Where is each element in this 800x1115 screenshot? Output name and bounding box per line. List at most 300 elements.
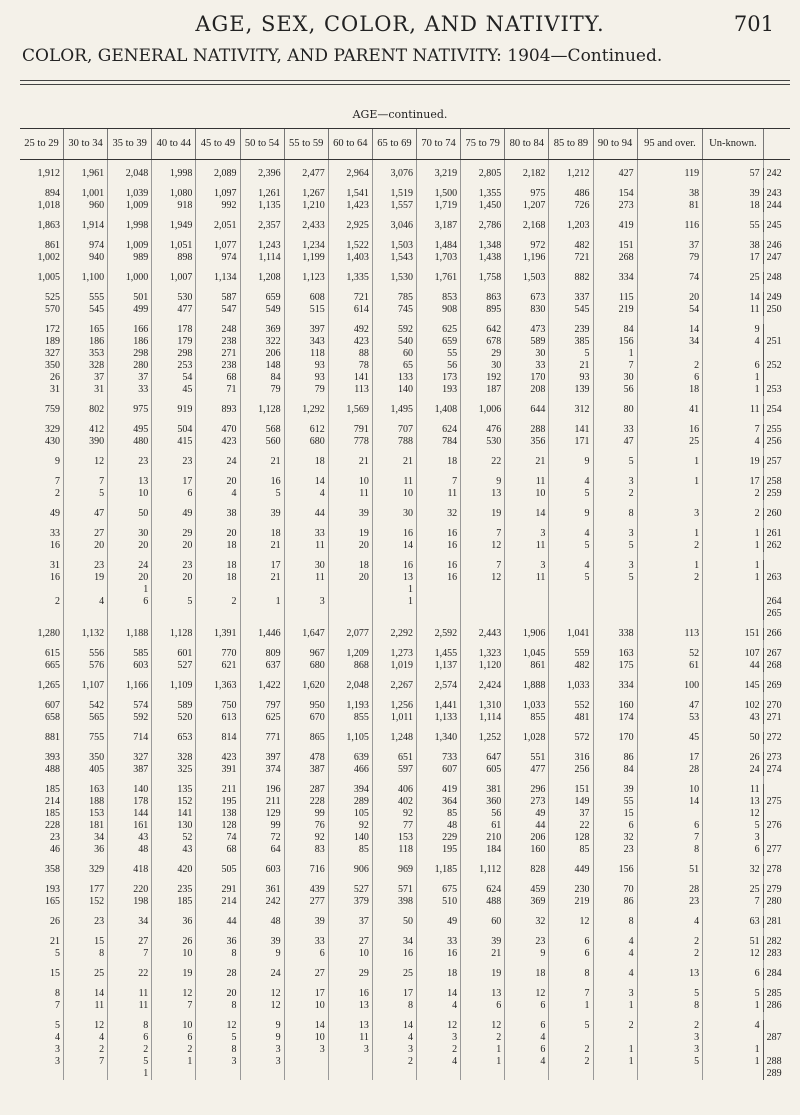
table-cell: 12 <box>461 1020 505 1032</box>
table-cell: 1,422 <box>240 680 284 692</box>
table-cell: 788 <box>372 436 416 448</box>
table-cell: 14 <box>703 292 763 304</box>
table-cell: 334 <box>593 680 637 692</box>
table-cell <box>417 1068 461 1080</box>
table-cell: 51 <box>637 864 703 876</box>
table-cell <box>196 608 240 620</box>
table-cell: 188 <box>64 796 108 808</box>
table-cell: 495 <box>108 424 152 436</box>
table-cell: 27 <box>284 968 328 980</box>
table-row <box>20 220 790 232</box>
row-number <box>763 372 790 384</box>
table-cell: 423 <box>196 752 240 764</box>
table-cell: 10 <box>328 948 372 960</box>
table-cell: 16 <box>417 572 461 584</box>
table-cell: 219 <box>593 304 637 316</box>
table-cell: 107 <box>703 648 763 660</box>
table-cell <box>461 584 505 596</box>
table-cell: 828 <box>505 864 549 876</box>
table-cell: 130 <box>152 820 196 832</box>
table-cell: 882 <box>549 272 593 284</box>
table-cell: 1 <box>637 476 703 488</box>
table-cell: 48 <box>417 820 461 832</box>
table-row <box>20 1068 790 1080</box>
column-header: 90 to 94 <box>593 129 637 160</box>
table-cell <box>549 1032 593 1044</box>
table-cell: 23 <box>505 936 549 948</box>
table-cell: 128 <box>196 820 240 832</box>
table-row <box>20 628 790 640</box>
table-cell <box>152 1068 196 1080</box>
table-cell: 1,408 <box>417 404 461 416</box>
table-cell: 20 <box>196 528 240 540</box>
table-cell: 625 <box>240 712 284 724</box>
table-cell: 163 <box>593 648 637 660</box>
table-cell <box>20 1068 64 1080</box>
table-cell: 39 <box>703 188 763 200</box>
table-cell: 185 <box>45 808 60 819</box>
table-cell: 12 <box>461 540 505 552</box>
table-cell: 1,114 <box>461 712 505 724</box>
table-cell: 4 <box>417 1056 461 1068</box>
table-cell: 20 <box>196 988 240 1000</box>
table-cell: 1,348 <box>461 240 505 252</box>
table-cell: 20 <box>196 476 240 488</box>
table-cell: 15 <box>64 936 108 948</box>
table-cell <box>372 1068 416 1080</box>
table-cell: 770 <box>196 648 240 660</box>
table-cell: 153 <box>372 832 416 844</box>
table-cell: 419 <box>417 784 461 796</box>
table-cell: 30 <box>108 528 152 540</box>
table-cell: 1,045 <box>505 648 549 660</box>
table-cell: 5 <box>196 1032 240 1044</box>
table-row <box>20 360 790 372</box>
table-cell: 44 <box>284 508 328 520</box>
table-cell: 3 <box>196 1056 240 1068</box>
column-header: 25 to 29 <box>20 129 64 160</box>
table-cell: 71 <box>196 384 240 396</box>
table-cell: 7 <box>461 528 505 540</box>
table-cell <box>637 348 703 360</box>
table-cell: 6 <box>637 820 703 832</box>
table-cell: 26 <box>703 752 763 764</box>
row-number: 244 <box>763 200 790 212</box>
table-cell: 1 <box>240 596 284 608</box>
table-cell: 5 <box>549 1020 593 1032</box>
table-cell: 6 <box>108 1032 152 1044</box>
table-cell: 6 <box>505 1020 549 1032</box>
row-number: 277 <box>763 844 790 856</box>
row-number <box>763 1044 790 1056</box>
table-cell <box>637 1068 703 1080</box>
table-cell: 238 <box>196 336 240 348</box>
table-cell: 2 <box>637 948 703 960</box>
table-cell: 1,009 <box>108 240 152 252</box>
table-cell: 1,340 <box>417 732 461 744</box>
table-cell: 31 <box>50 384 60 395</box>
table-cell: 3 <box>593 988 637 1000</box>
table-cell: 17 <box>637 752 703 764</box>
table-cell: 18 <box>196 540 240 552</box>
table-cell: 177 <box>64 884 108 896</box>
table-cell: 402 <box>372 796 416 808</box>
table-cell: 161 <box>108 820 152 832</box>
table-cell: 12 <box>240 1000 284 1012</box>
table-cell <box>461 596 505 608</box>
table-cell: 248 <box>196 324 240 336</box>
table-cell: 11 <box>505 572 549 584</box>
table-cell: 52 <box>637 648 703 660</box>
table-cell: 415 <box>152 436 196 448</box>
table-cell: 3,219 <box>417 168 461 180</box>
table-cell: 556 <box>64 648 108 660</box>
table-cell: 2 <box>637 572 703 584</box>
table-cell: 989 <box>108 252 152 264</box>
table-cell: 814 <box>196 732 240 744</box>
table-cell: 33 <box>284 528 328 540</box>
table-cell: 25 <box>64 968 108 980</box>
table-cell: 154 <box>593 188 637 200</box>
table-cell: 30 <box>284 560 328 572</box>
table-cell: 397 <box>284 324 328 336</box>
table-row <box>20 304 790 316</box>
table-cell: 1,100 <box>64 272 108 284</box>
table-cell: 7 <box>55 1000 60 1011</box>
row-number: 265 <box>763 608 790 620</box>
age-caption: AGE—continued. <box>352 108 448 121</box>
row-number: 283 <box>763 948 790 960</box>
table-cell <box>549 608 593 620</box>
table-cell: 7 <box>417 476 461 488</box>
table-row <box>20 884 790 896</box>
table-cell <box>549 596 593 608</box>
table-cell: 37 <box>64 372 108 384</box>
table-cell: 181 <box>64 820 108 832</box>
column-header: 45 to 49 <box>196 129 240 160</box>
table-cell <box>328 596 372 608</box>
table-cell: 81 <box>637 200 703 212</box>
table-cell: 6 <box>152 1032 196 1044</box>
row-number <box>763 324 790 336</box>
table-cell: 659 <box>417 336 461 348</box>
table-cell: 1,137 <box>417 660 461 672</box>
table-cell: 12 <box>417 1020 461 1032</box>
table-cell: 476 <box>461 424 505 436</box>
table-cell <box>108 608 152 620</box>
table-cell: 1 <box>372 584 416 596</box>
column-header: 50 to 54 <box>240 129 284 160</box>
table-cell: 1,107 <box>64 680 108 692</box>
table-row <box>20 1032 790 1044</box>
table-cell: 589 <box>505 336 549 348</box>
table-cell: 32 <box>505 916 549 928</box>
table-cell: 4 <box>417 1000 461 1012</box>
table-cell: 23 <box>152 456 196 468</box>
table-cell: 26 <box>50 916 60 927</box>
table-cell: 11 <box>703 404 763 416</box>
column-header <box>763 129 790 160</box>
table-cell: 1,557 <box>372 200 416 212</box>
table-cell: 14 <box>505 508 549 520</box>
table-cell: 3 <box>417 1032 461 1044</box>
table-cell: 2 <box>637 540 703 552</box>
table-cell: 419 <box>593 220 637 232</box>
table-cell: 466 <box>328 764 372 776</box>
table-cell: 379 <box>328 896 372 908</box>
table-cell: 25 <box>703 272 763 284</box>
table-cell: 86 <box>593 896 637 908</box>
table-row <box>20 424 790 436</box>
table-cell: 12 <box>461 572 505 584</box>
table-cell: 1 <box>108 584 152 596</box>
table-cell: 1,051 <box>152 240 196 252</box>
table-cell: 30 <box>372 508 416 520</box>
table-cell: 8 <box>637 844 703 856</box>
table-cell: 675 <box>417 884 461 896</box>
table-cell: 14 <box>284 476 328 488</box>
table-cell: 34 <box>372 936 416 948</box>
table-cell: 16 <box>417 948 461 960</box>
table-cell: 1 <box>593 1000 637 1012</box>
table-cell: 1,863 <box>37 220 60 231</box>
table-cell: 473 <box>505 324 549 336</box>
table-cell: 1,519 <box>372 188 416 200</box>
table-cell: 93 <box>284 372 328 384</box>
table-cell: 9 <box>461 476 505 488</box>
table-cell: 93 <box>549 372 593 384</box>
table-cell: 992 <box>196 200 240 212</box>
table-cell: 555 <box>64 292 108 304</box>
table-row <box>20 916 790 928</box>
row-number: 266 <box>763 628 790 640</box>
table-cell: 9 <box>240 1020 284 1032</box>
table-cell <box>64 584 108 596</box>
table-cell: 17 <box>152 476 196 488</box>
table-row <box>20 608 790 620</box>
table-cell: 44 <box>196 916 240 928</box>
table-cell: 1,256 <box>372 700 416 712</box>
table-cell: 1 <box>108 1068 152 1080</box>
table-cell: 102 <box>703 700 763 712</box>
table-cell: 5 <box>593 540 637 552</box>
table-cell: 1,011 <box>372 712 416 724</box>
table-cell: 520 <box>152 712 196 724</box>
table-cell: 1,209 <box>328 648 372 660</box>
table-cell: 552 <box>549 700 593 712</box>
table-cell: 5 <box>549 348 593 360</box>
table-cell: 893 <box>196 404 240 416</box>
table-row <box>20 188 790 200</box>
table-cell: 268 <box>593 252 637 264</box>
table-cell: 1,761 <box>417 272 461 284</box>
table-cell: 37 <box>328 916 372 928</box>
table-cell: 540 <box>372 336 416 348</box>
table-cell: 480 <box>108 436 152 448</box>
table-cell: 61 <box>637 660 703 672</box>
table-cell: 135 <box>152 784 196 796</box>
table-cell <box>637 608 703 620</box>
table-row <box>20 560 790 572</box>
table-cell: 34 <box>637 336 703 348</box>
table-cell: 163 <box>64 784 108 796</box>
table-cell: 2 <box>637 360 703 372</box>
row-number: 251 <box>763 336 790 348</box>
table-cell: 589 <box>152 700 196 712</box>
table-cell: 387 <box>284 764 328 776</box>
table-cell <box>703 584 763 596</box>
table-cell <box>284 584 328 596</box>
table-cell: 1,998 <box>152 168 196 180</box>
table-subtitle: COLOR, GENERAL NATIVITY, AND PARENT NATIVITY: 1904—Continued. <box>22 46 663 66</box>
table-cell: 3 <box>637 508 703 520</box>
table-cell: 2 <box>593 488 637 500</box>
table-cell: 12 <box>549 916 593 928</box>
table-cell: 26 <box>152 936 196 948</box>
table-cell: 291 <box>196 884 240 896</box>
table-cell: 1,495 <box>372 404 416 416</box>
table-cell: 1,323 <box>461 648 505 660</box>
row-number: 254 <box>763 404 790 416</box>
table-row <box>20 1044 790 1056</box>
table-cell: 394 <box>328 784 372 796</box>
table-cell: 5 <box>55 948 60 959</box>
table-cell <box>284 1068 328 1080</box>
table-cell: 105 <box>328 808 372 820</box>
table-cell: 19 <box>64 572 108 584</box>
table-cell: 607 <box>45 700 60 711</box>
spacer-row <box>20 928 790 936</box>
table-cell: 353 <box>64 348 108 360</box>
table-cell: 86 <box>593 752 637 764</box>
table-cell: 2 <box>593 1020 637 1032</box>
table-cell: 18 <box>240 528 284 540</box>
table-cell: 151 <box>703 628 763 640</box>
table-cell: 230 <box>549 884 593 896</box>
table-cell: 48 <box>240 916 284 928</box>
table-cell: 3 <box>637 1044 703 1056</box>
table-cell <box>593 1032 637 1044</box>
table-cell: 1,363 <box>196 680 240 692</box>
table-cell: 43 <box>703 712 763 724</box>
table-cell: 5 <box>55 1020 60 1031</box>
table-cell: 23 <box>108 456 152 468</box>
table-row <box>20 660 790 672</box>
table-cell: 11 <box>703 784 763 796</box>
table-cell: 100 <box>637 680 703 692</box>
table-cell: 140 <box>108 784 152 796</box>
table-cell: 809 <box>240 648 284 660</box>
table-cell: 39 <box>240 936 284 948</box>
table-cell: 16 <box>417 540 461 552</box>
table-cell: 144 <box>108 808 152 820</box>
table-cell: 193 <box>417 384 461 396</box>
table-cell <box>152 608 196 620</box>
table-cell: 55 <box>417 348 461 360</box>
table-cell: 918 <box>152 200 196 212</box>
table-cell: 1,273 <box>372 648 416 660</box>
table-cell <box>637 488 703 500</box>
table-cell: 559 <box>549 648 593 660</box>
table-cell: 4 <box>505 1056 549 1068</box>
table-cell: 49 <box>50 508 60 519</box>
table-cell: 21 <box>50 936 60 947</box>
table-cell: 1 <box>703 560 763 572</box>
table-cell: 861 <box>45 240 60 251</box>
table-cell: 8 <box>372 1000 416 1012</box>
table-cell: 165 <box>64 324 108 336</box>
row-number: 246 <box>763 240 790 252</box>
table-cell: 13 <box>328 1020 372 1032</box>
table-cell: 151 <box>549 784 593 796</box>
table-row <box>20 436 790 448</box>
table-cell: 52 <box>152 832 196 844</box>
table-cell: 2,089 <box>196 168 240 180</box>
table-cell: 113 <box>328 384 372 396</box>
table-cell: 1,120 <box>461 660 505 672</box>
row-number: 256 <box>763 436 790 448</box>
table-row <box>20 292 790 304</box>
table-cell: 13 <box>461 988 505 1000</box>
table-cell: 8 <box>196 1000 240 1012</box>
table-cell: 170 <box>505 372 549 384</box>
table-cell: 33 <box>505 360 549 372</box>
table-cell: 678 <box>461 336 505 348</box>
table-cell: 24 <box>196 456 240 468</box>
table-cell: 797 <box>240 700 284 712</box>
table-cell: 525 <box>45 292 60 303</box>
table-cell: 1,569 <box>328 404 372 416</box>
table-cell: 868 <box>328 660 372 672</box>
table-cell: 972 <box>505 240 549 252</box>
table-cell: 16 <box>372 948 416 960</box>
row-number: 280 <box>763 896 790 908</box>
table-cell <box>505 1068 549 1080</box>
table-cell: 637 <box>240 660 284 672</box>
table-cell: 4 <box>64 1032 108 1044</box>
table-cell: 18 <box>328 560 372 572</box>
table-cell: 18 <box>637 384 703 396</box>
table-cell: 1 <box>703 1044 763 1056</box>
table-cell: 13 <box>461 488 505 500</box>
table-cell: 2,396 <box>240 168 284 180</box>
table-cell: 1,248 <box>372 732 416 744</box>
table-cell: 208 <box>505 384 549 396</box>
table-cell: 43 <box>152 844 196 856</box>
table-cell: 20 <box>328 572 372 584</box>
table-cell: 1,446 <box>240 628 284 640</box>
table-cell: 9 <box>505 948 549 960</box>
table-cell: 3 <box>593 528 637 540</box>
table-cell: 1,912 <box>37 168 60 179</box>
table-cell: 364 <box>417 796 461 808</box>
column-header-row <box>20 129 790 160</box>
table-row <box>20 680 790 692</box>
table-cell <box>703 608 763 620</box>
table-cell: 1 <box>461 1044 505 1056</box>
table-cell: 10 <box>505 488 549 500</box>
table-cell: 14 <box>64 988 108 1000</box>
table-cell: 2,592 <box>417 628 461 640</box>
table-cell: 185 <box>152 896 196 908</box>
row-number: 267 <box>763 648 790 660</box>
column-header: 55 to 59 <box>284 129 328 160</box>
table-cell: 1,210 <box>284 200 328 212</box>
table-cell <box>417 596 461 608</box>
spacer-row <box>20 960 790 968</box>
table-cell: 43 <box>108 832 152 844</box>
table-cell <box>593 608 637 620</box>
